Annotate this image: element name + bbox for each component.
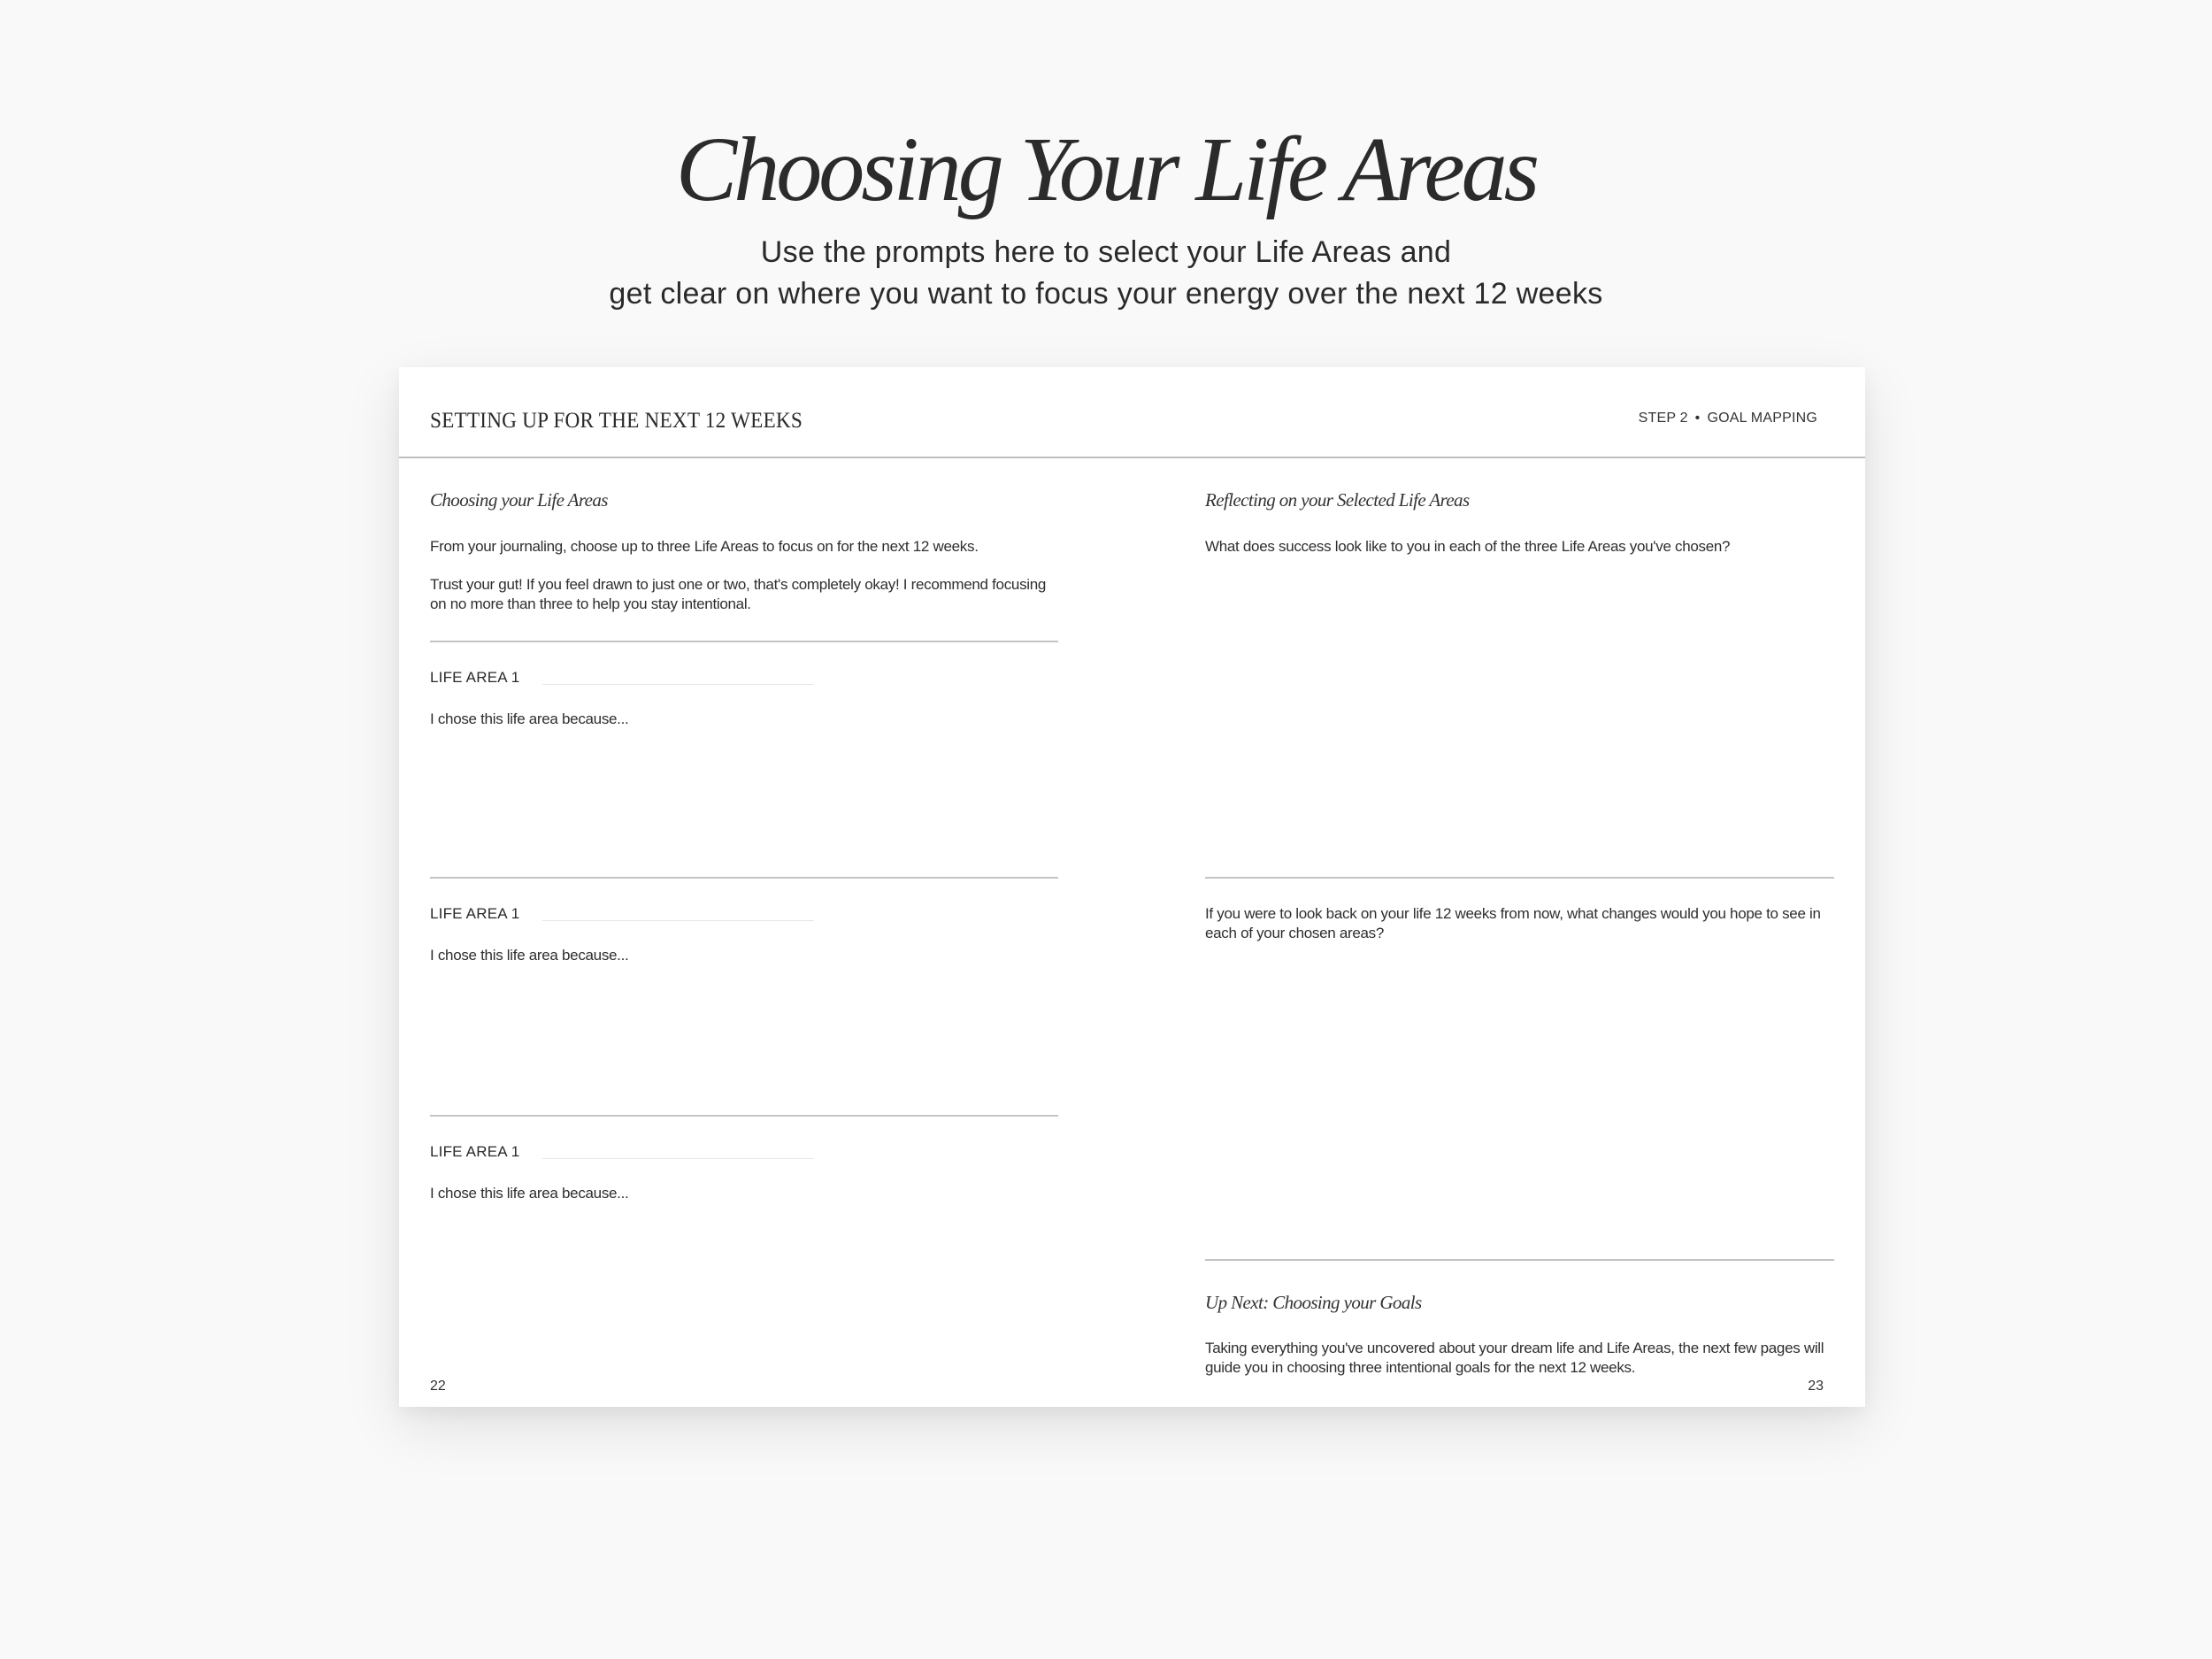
life-area-label: LIFE AREA 1 [430, 669, 520, 686]
step-separator: • [1694, 411, 1701, 426]
step-label: STEP 2 [1638, 411, 1688, 426]
life-area-prompt: I chose this life area because... [430, 710, 629, 727]
reflection-question-1: What does success look like to you in each of the three Life Areas you've chosen? [1205, 538, 1731, 555]
life-area-label: LIFE AREA 1 [430, 1143, 520, 1160]
divider [430, 877, 1058, 879]
right-page [1205, 367, 1834, 1407]
page-subtitle [0, 232, 2212, 315]
left-section-title: Choosing your Life Areas [430, 489, 608, 511]
divider [1205, 877, 1834, 879]
up-next-text: Taking everything you've uncovered about your dream life and Life Areas, the next few pages will guide you in choosing three intentional goals for the next 12 weeks. [1205, 1340, 1824, 1376]
life-area-input-line[interactable] [542, 920, 814, 921]
left-advice-text: Trust your gut! If you feel drawn to just one or two, that's completely okay! I recommend focusing on no more than three to help you stay intentional. [430, 576, 1047, 612]
left-intro-text: From your journaling, choose up to three Life Areas to focus on for the next 12 weeks. [430, 538, 979, 555]
subtitle-line-2: get clear on where you want to focus your energy over the next 12 weeks [609, 277, 1603, 311]
step-section: GOAL MAPPING [1707, 411, 1817, 426]
left-page [430, 367, 1058, 1407]
subtitle-line-1: Use the prompts here to select your Life Areas and [760, 235, 1452, 269]
page-number-right: 23 [1808, 1379, 1824, 1394]
divider [430, 1115, 1058, 1117]
life-area-label: LIFE AREA 1 [430, 905, 520, 922]
life-area-input-line[interactable] [542, 684, 814, 685]
right-section-title: Reflecting on your Selected Life Areas [1205, 489, 1470, 511]
divider [430, 641, 1058, 642]
life-area-prompt: I chose this life area because... [430, 1185, 629, 1202]
reflection-question-2: If you were to look back on your life 12 weeks from now, what changes would you hope to see in each of your chosen areas? [1205, 905, 1821, 941]
spread-header-title: SETTING UP FOR THE NEXT 12 WEEKS [430, 409, 803, 433]
workbook-spread [399, 367, 1865, 1407]
life-area-input-line[interactable] [542, 1158, 814, 1159]
divider [1205, 1259, 1834, 1261]
page-title: Choosing Your Life Areas [675, 119, 1537, 220]
up-next-title: Up Next: Choosing your Goals [1205, 1292, 1422, 1313]
life-area-prompt: I chose this life area because... [430, 947, 629, 964]
page-number-left: 22 [430, 1379, 446, 1394]
